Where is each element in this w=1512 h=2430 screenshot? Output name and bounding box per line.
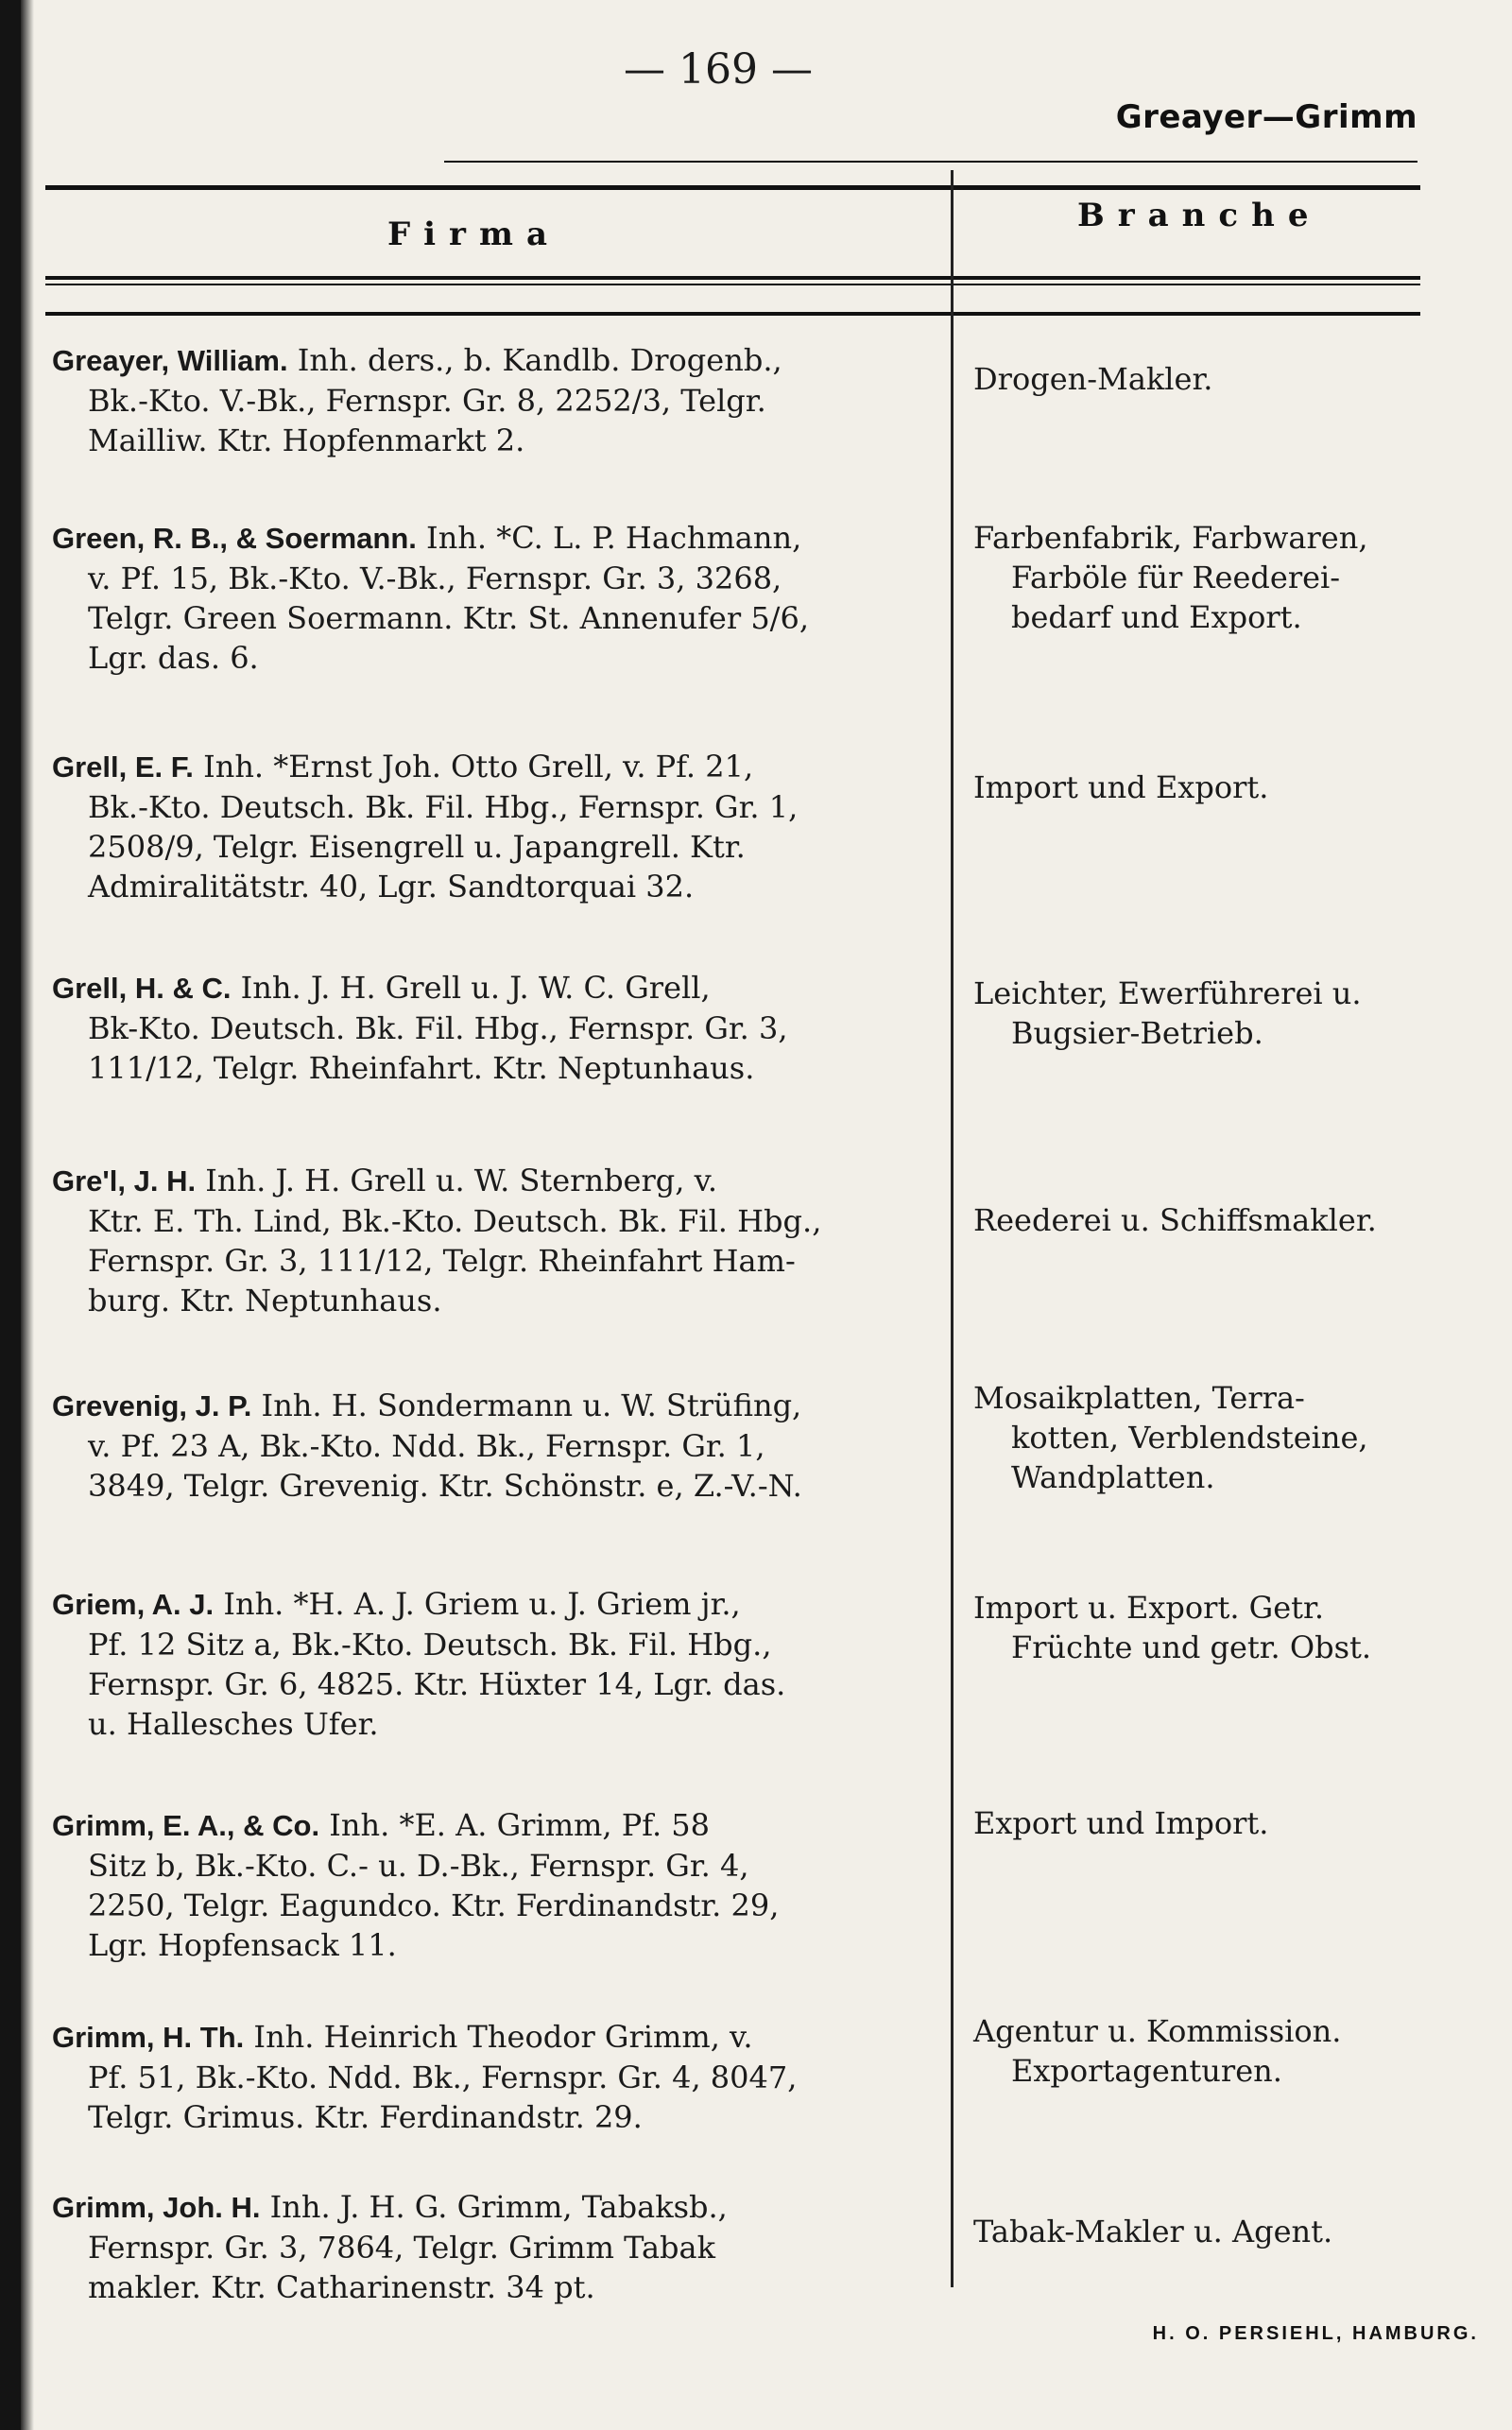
branche-line: Import und Export. [973, 769, 1269, 805]
branche-line: Reederei u. Schiffsmakler. [973, 1202, 1377, 1238]
entry-line: Inh. ders., b. Kandlb. Drogenb., [297, 342, 782, 378]
entry-line: burg. Ktr. Neptunhaus. [88, 1283, 442, 1318]
entry-line: 2508/9, Telgr. Eisengrell u. Japangrell. Ktr. [88, 829, 746, 865]
entry-line: Sitz b, Bk.-Kto. C.- u. D.-Bk., Fernspr. Gr. 4, [88, 1848, 749, 1884]
running-head: Greayer—Grimm [1115, 98, 1418, 136]
entry-line: Inh. *E. A. Grimm, Pf. 58 [329, 1807, 711, 1843]
branche-line: Tabak-Makler u. Agent. [973, 2214, 1333, 2249]
branche-line: kotten, Verblendsteine, [1011, 1420, 1368, 1456]
firm-name: Grell, H. & C. [52, 972, 232, 1005]
branche-line: Mosaikplatten, Terra- [973, 1380, 1305, 1416]
entry-line: Mailliw. Ktr. Hopfenmarkt 2. [88, 422, 525, 458]
entry-line: Lgr. das. 6. [88, 640, 259, 676]
branche-line: Agentur u. Kommission. [973, 2013, 1342, 2049]
entry-line: Inh. *Ernst Joh. Otto Grell, v. Pf. 21, [203, 749, 754, 784]
branche-line: Farbenfabrik, Farbwaren, [973, 520, 1368, 556]
directory-entry [52, 2017, 959, 2137]
entry-line: u. Hallesches Ufer. [88, 1706, 379, 1742]
directory-entry [52, 747, 959, 906]
entry-line: Ktr. E. Th. Lind, Bk.-Kto. Deutsch. Bk. Fil. Hbg., [88, 1203, 822, 1239]
page-number: — 169 — [624, 45, 813, 94]
directory-entry [52, 2187, 959, 2307]
directory-entry [52, 1161, 959, 1320]
firm-name: Gre'l, J. H. [52, 1164, 197, 1198]
branche-line: Export und Import. [973, 1805, 1269, 1841]
branche-line: Bugsier-Betrieb. [1011, 1015, 1263, 1051]
branche-line: Früchte und getr. Obst. [1011, 1629, 1372, 1665]
branche-text [973, 767, 1484, 807]
entry-line: 2250, Telgr. Eagundco. Ktr. Ferdinandstr. 29, [88, 1887, 780, 1923]
directory-entry [52, 1386, 959, 1506]
directory-entry [52, 340, 959, 460]
entry-line: makler. Ktr. Catharinenstr. 34 pt. [88, 2269, 595, 2305]
entry-line: Inh. H. Sondermann u. W. Strüfing, [261, 1387, 802, 1423]
column-header-firma: Firma [387, 215, 560, 253]
entry-line: Pf. 12 Sitz a, Bk.-Kto. Deutsch. Bk. Fil. Hbg., [88, 1627, 772, 1663]
branche-text [973, 359, 1484, 399]
branche-line: Leichter, Ewerführerei u. [973, 975, 1362, 1011]
top-rule-thin [444, 161, 1418, 163]
firm-name: Greayer, William. [52, 344, 288, 377]
entry-line: Inh. Heinrich Theodor Grimm, v. [253, 2019, 753, 2055]
entry-line: Inh. J. H. G. Grimm, Tabaksb., [269, 2189, 728, 2225]
header-rule-2 [45, 284, 1420, 285]
entry-line: Bk-Kto. Deutsch. Bk. Fil. Hbg., Fernspr. Gr. 3, [88, 1010, 788, 1046]
entry-line: Bk.-Kto. Deutsch. Bk. Fil. Hbg., Fernspr. Gr. 1, [88, 789, 799, 825]
directory-entry [52, 968, 959, 1088]
header-rule-3 [45, 312, 1420, 316]
firm-name: Grimm, Joh. H. [52, 2191, 261, 2224]
entry-line: Admiralitätstr. 40, Lgr. Sandtorquai 32. [88, 869, 695, 905]
column-header-branche: Branche [1077, 197, 1322, 234]
entry-line: Inh. J. H. Grell u. W. Sternberg, v. [205, 1163, 718, 1198]
entry-line: Telgr. Grimus. Ktr. Ferdinandstr. 29. [88, 2099, 643, 2135]
entry-line: 3849, Telgr. Grevenig. Ktr. Schönstr. e, Z.-V.-N. [88, 1468, 802, 1504]
branche-text [973, 974, 1484, 1053]
branche-text [973, 2212, 1484, 2251]
branche-text [973, 2011, 1484, 2091]
entry-line: Bk.-Kto. V.-Bk., Fernspr. Gr. 8, 2252/3, Telgr. [88, 383, 766, 419]
entry-line: 111/12, Telgr. Rheinfahrt. Ktr. Neptunhaus. [88, 1050, 755, 1086]
entry-line: Fernspr. Gr. 6, 4825. Ktr. Hüxter 14, Lgr. das. [88, 1666, 786, 1702]
entry-line: Fernspr. Gr. 3, 7864, Telgr. Grimm Tabak [88, 2230, 715, 2266]
branche-text [973, 518, 1484, 637]
header-rule [45, 276, 1420, 280]
directory-entry [52, 518, 959, 678]
firm-name: Griem, A. J. [52, 1588, 215, 1621]
entry-line: Lgr. Hopfensack 11. [88, 1927, 397, 1963]
entry-line: v. Pf. 15, Bk.-Kto. V.-Bk., Fernspr. Gr. 3, 3268, [88, 560, 782, 596]
entry-line: Inh. *H. A. J. Griem u. J. Griem jr., [223, 1586, 741, 1622]
page-edge [21, 0, 34, 2430]
branche-line: Exportagenturen. [1011, 2053, 1282, 2089]
branche-line: Farböle für Reederei- [1011, 560, 1341, 595]
entry-line: Inh. J. H. Grell u. J. W. C. Grell, [240, 970, 711, 1006]
entry-line: Pf. 51, Bk.-Kto. Ndd. Bk., Fernspr. Gr. 4, 8047, [88, 2059, 798, 2095]
branche-line: Import u. Export. Getr. [973, 1590, 1324, 1626]
printer-imprint: H. O. PERSIEHL, HAMBURG. [1152, 2323, 1479, 2344]
entry-line: Fernspr. Gr. 3, 111/12, Telgr. Rheinfahrt Ham- [88, 1243, 796, 1279]
directory-entry [52, 1805, 959, 1965]
directory-entry [52, 1584, 959, 1744]
branche-text [973, 1588, 1484, 1667]
firm-name: Grell, E. F. [52, 750, 194, 784]
firm-name: Grevenig, J. P. [52, 1389, 252, 1422]
entry-line: Inh. *C. L. P. Hachmann, [426, 520, 802, 556]
branche-text [973, 1378, 1484, 1497]
entry-line: Telgr. Green Soermann. Ktr. St. Annenufer 5/6, [88, 600, 809, 636]
branche-line: bedarf und Export. [1011, 599, 1302, 635]
top-rule [45, 185, 1420, 190]
entry-line: v. Pf. 23 A, Bk.-Kto. Ndd. Bk., Fernspr. Gr. 1, [88, 1428, 765, 1464]
firm-name: Grimm, E. A., & Co. [52, 1809, 320, 1842]
branche-line: Wandplatten. [1011, 1459, 1215, 1495]
branche-text [973, 1803, 1484, 1843]
branche-line: Drogen-Makler. [973, 361, 1213, 397]
branche-text [973, 1200, 1484, 1240]
firm-name: Grimm, H. Th. [52, 2021, 245, 2054]
firm-name: Green, R. B., & Soermann. [52, 522, 417, 555]
